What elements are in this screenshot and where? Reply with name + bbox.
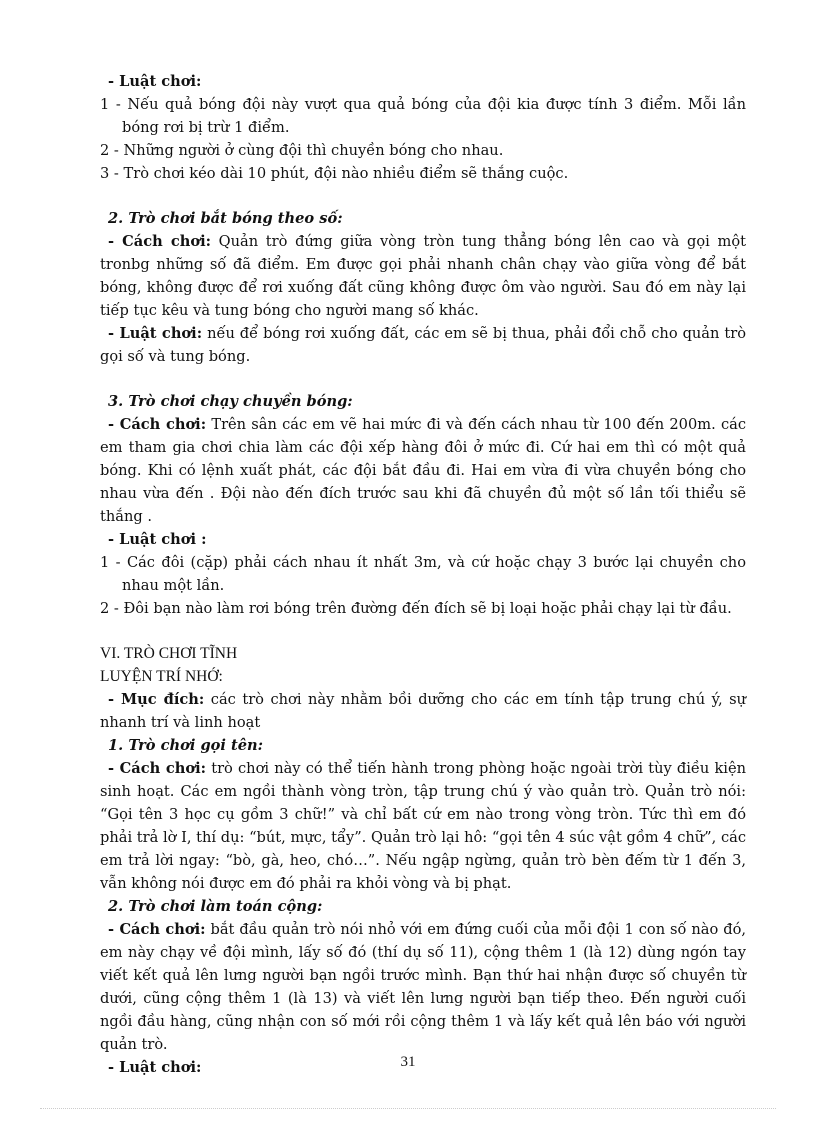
rules-label: - Luật chơi: xyxy=(108,73,202,90)
rules-label: - Luật chơi: xyxy=(108,1059,202,1076)
rules-label: - Luật chơi: xyxy=(108,325,203,342)
paragraph xyxy=(100,918,746,1056)
how-label: - Cách chơi: xyxy=(108,233,212,250)
how-text: bắt đầu quản trò nói nhỏ với em đứng cuối của mỗi đội 1 con số nào đó, em này chạy về đội mình, lấy số đó (thí dụ số 11), cộng thêm 1 (là 12) dùng ngón tay viết kết quả lên lưng người bạn ngồi trước mình. Bạn thứ hai nhận được số chuyền từ dưới, cũng cộng thêm 1 (là 13) và viết lên lưng người bạn tiếp theo. Đến người cuối ngồi đầu hàng, cũng nhận con số mới rồi cộng thêm 1 và lấy kết quả lên báo với người quản trò. xyxy=(100,921,747,1053)
rules-text: nếu để bóng rơi xuống đất, các em sẽ bị thua, phải đổi chỗ cho quản trò gọi số và tung bóng. xyxy=(100,325,746,365)
spacer xyxy=(100,620,746,642)
how-text: Trên sân các em vẽ hai mức đi và đến cách nhau từ 100 đến 200m. các em tham gia chơi chia làm các đội xếp hàng đôi ở mức đi. Cứ hai em thì có một quả bóng. Khi có lệnh xuất phát, các đội bắt đầu đi. Hai em vừa đi vừa chuyền bóng cho nhau vừa đến . Đội nào đến đích trước sau khi đã chuyền đủ một số lần tối thiểu sẽ thắng . xyxy=(100,416,746,525)
paragraph xyxy=(100,413,746,528)
game-title: 2. Trò chơi làm toán cộng: xyxy=(108,898,323,915)
game-title: 3. Trò chơi chạy chuyền bóng: xyxy=(108,393,353,410)
rule-item: 1 - Nếu quả bóng đội này vượt qua quả bóng của đội kia được tính 3 điểm. Mỗi lần bóng rơi bị trừ 1 điểm. xyxy=(100,96,746,136)
rule-item: 1 - Các đôi (cặp) phải cách nhau ít nhất 3m, và cứ hoặc chạy 3 bước lại chuyền cho nhau một lần. xyxy=(100,554,746,594)
page-bottom-divider xyxy=(40,1108,776,1109)
spacer xyxy=(100,368,746,390)
how-label: - Cách chơi: xyxy=(108,760,207,777)
page-number: 31 xyxy=(400,1054,416,1070)
section-subheading: LUYỆN TRÍ NHỚ: xyxy=(100,668,223,685)
how-text: Quản trò đứng giữa vòng tròn tung thẳng bóng lên cao và gọi một tronbg những số đã điểm. Em được gọi phải nhanh chân chạy vào giữa vòng để bắt bóng, không được để rơi xuống đất cũng không được ôm vào người. Sau đó em này lại tiếp tục kêu và tung bóng cho người mang số khác. xyxy=(100,233,746,319)
paragraph xyxy=(100,230,746,322)
paragraph xyxy=(100,757,746,895)
rules-label: - Luật chơi : xyxy=(108,531,207,548)
purpose-label: - Mục đích: xyxy=(108,691,205,708)
how-label: - Cách chơi: xyxy=(108,921,206,938)
spacer xyxy=(100,185,746,207)
rule-item: 2 - Những người ở cùng đội thì chuyền bóng cho nhau. xyxy=(100,142,504,159)
paragraph xyxy=(100,688,746,734)
game-title: 2. Trò chơi bắt bóng theo số: xyxy=(108,210,343,227)
game-title: 1. Trò chơi gọi tên: xyxy=(108,737,264,754)
how-text: trò chơi này có thể tiến hành trong phòng hoặc ngoài trời tùy điều kiện sinh hoạt. Các em ngồi thành vòng tròn, tập trung chú ý vào quản trò. Quản trò nói: “Gọi tên 3 học cụ gồm 3 chữ!” và chỉ bất cứ em nào trong vòng tròn. Tức thì em đó phải trả lờ I, thí dụ: “bút, mực, tẩy”. Quản trò lại hô: “gọi tên 4 súc vật gồm 4 chữ”, các em trả lời ngay: “bò, gà, heo, chó…”. Nếu ngập ngừng, quản trò bèn đếm từ 1 đến 3, vẫn không nói được em đó phải ra khỏi vòng và bị phạt. xyxy=(100,760,746,892)
section-heading: VI. TRÒ CHƠI TĨNH xyxy=(100,645,238,662)
how-label: - Cách chơi: xyxy=(108,416,207,433)
purpose-text: các trò chơi này nhằm bồi dưỡng cho các em tính tập trung chú ý, sự nhanh trí và linh hoạt xyxy=(100,691,746,731)
document-body xyxy=(100,70,746,1079)
rule-item: 3 - Trò chơi kéo dài 10 phút, đội nào nhiều điểm sẽ thắng cuộc. xyxy=(100,165,569,182)
paragraph xyxy=(100,322,746,368)
rule-item: 2 - Đôi bạn nào làm rơi bóng trên đường đến đích sẽ bị loại hoặc phải chạy lại từ đầu. xyxy=(100,600,732,617)
